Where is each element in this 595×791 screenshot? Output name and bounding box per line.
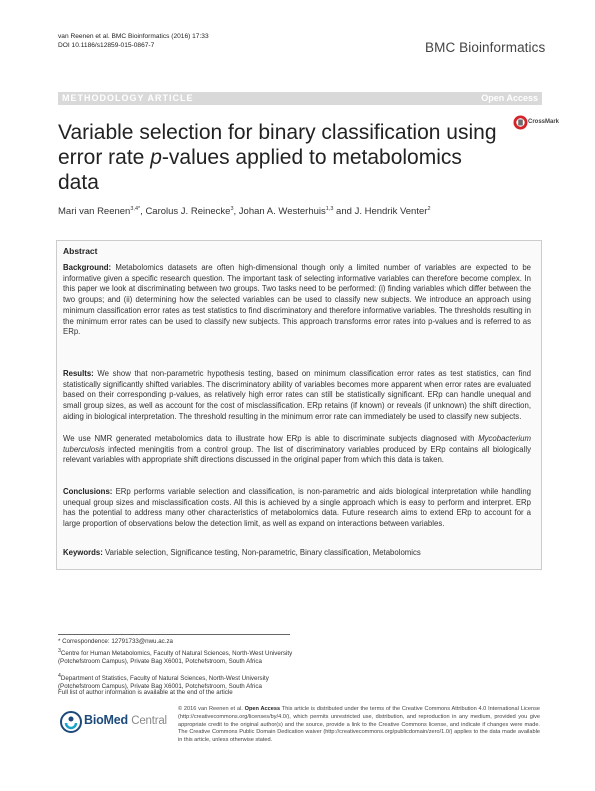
footnote-divider <box>58 634 290 635</box>
abstract-background: Background: Metabolomics datasets are often high-dimensional though only a limited number of variables are expected to be informative given a specific research question. The important task of selecting informative variables can therefore become complex. In this paper we look at discriminating between two groups. Two tasks need to be performed: (i) finding variables which differ between the two groups; and (ii) determining how the selected variables can be used to classify new subjects. We introduce an approach using minimum classification error rates as test statistics to find discriminatory and therefore informative variables. The thresholds resulting in the minimum error rates can be used to classify new subjects. This approach transforms error rates into p-values and is referred to as ERp. <box>63 263 532 337</box>
journal-name: BMC Bioinformatics <box>425 40 546 55</box>
article-type-band <box>58 92 542 105</box>
author[interactable]: J. Hendrik Venter$^2$ <box>354 206 431 218</box>
author[interactable]: Carolus J. Reinecke$^3$ <box>145 206 234 218</box>
article-title: Variable selection for binary classification using error rate p-values applied to metabolomics data <box>58 121 497 194</box>
abstract-results: Results: We show that non-parametric hypothesis testing, based on minimum classification error rates as test statistics, can find statistically significantly shifted variables. The discriminatory ability of variables becomes more apparent when error rates are evaluated based on their corresponding p-values, as relatively high error rates can still be statistically significant. ERp can handle unequal and small group sizes, as well as account for the cost of misclassification. ERp retains (if known) or reveals (if unknown) the shift direction, aiding in biological interpretation. The threshold resulting in the minimum error rate can immediately be used to classify new subjects. <box>63 369 531 421</box>
abstract-heading: Abstract <box>63 246 98 256</box>
author-list: Mari van Reenen$^{3,4*}$, Carolus J. Reinecke$^3$, Johan A. Westerhuis$^{1,3}$ and J. Hendrik Venter$^2$ <box>58 206 431 218</box>
author-info-note: Full list of author information is available at the end of the article <box>58 689 233 696</box>
abstract-conclusions: Conclusions: ERp performs variable selection and classification, is non-parametric and aids biological interpretation while handling unequal group sizes and misclassification costs. All this is achieved by a single approach which is easy to perform and interpret. ERp has the potential to address many other characteristics of metabolomics data. Future research aims to extend ERp to account for a large proportion of observations below the detection limit, as well as expand on interactions between variables. <box>63 487 531 529</box>
doi-line: DOI 10.1186/s12859-015-0867-7 <box>58 42 155 49</box>
biomed-central-logo-icon <box>60 711 82 738</box>
crossmark-icon[interactable] <box>513 115 528 135</box>
crossmark-label: CrossMark <box>528 119 560 125</box>
affiliation-3: $^3$Centre for Human Metabolomics, Faculty of Natural Sciences, North-West University (Potchefstroom Campus), Private Bag X6001, Potchefstroom, South Africa <box>58 648 293 666</box>
abstract-results-continued: We use NMR generated metabolomics data to illustrate how ERp is able to discriminate subjects diagnosed with Mycobacterium tuberculosis infected meningitis from a control group. The list of discriminatory variables produced by ERp contains all biologically relevant variables with appropriate shift directions discussed in the original paper from which this data is taken. <box>63 434 531 465</box>
affiliation-4: $^4$Department of Statistics, Faculty of Natural Sciences, North-West University (Potchefstroom Campus), Private Bag X6001, Potchefstroom, South Africa <box>58 673 269 691</box>
author[interactable]: Mari van Reenen$^{3,4*}$ <box>58 206 141 218</box>
open-access-label: Open Access <box>481 93 538 103</box>
abstract-keywords: Keywords: Variable selection, Significance testing, Non-parametric, Binary classification, Metabolomics <box>63 548 421 557</box>
correspondence-note[interactable]: * Correspondence: 12791733@nwu.ac.za <box>58 638 173 645</box>
author[interactable]: Johan A. Westerhuis$^{1,3}$ <box>238 206 334 218</box>
citation-line: van Reenen et al. BMC Bioinformatics (2016) 17:33 <box>58 33 209 40</box>
publisher-name: BioMed Central <box>84 713 167 727</box>
license-text: © 2016 van Reenen et al. Open Access This article is distributed under the terms of the Creative Commons Attribution 4.0 International License (http://creativecommons.org/licenses/by/4.0/), which permits unrestricted use, distribution, and reproduction in any medium, provided you give appropriate credit to the original author(s) and the source, provide a link to the Creative Commons license, and indicate if changes were made. The Creative Commons Public Domain Dedication waiver (http://creativecommons.org/publicdomain/zero/1.0/) applies to the data made available in this article, unless otherwise stated. <box>178 706 540 744</box>
article-type: METHODOLOGY ARTICLE <box>62 93 194 103</box>
